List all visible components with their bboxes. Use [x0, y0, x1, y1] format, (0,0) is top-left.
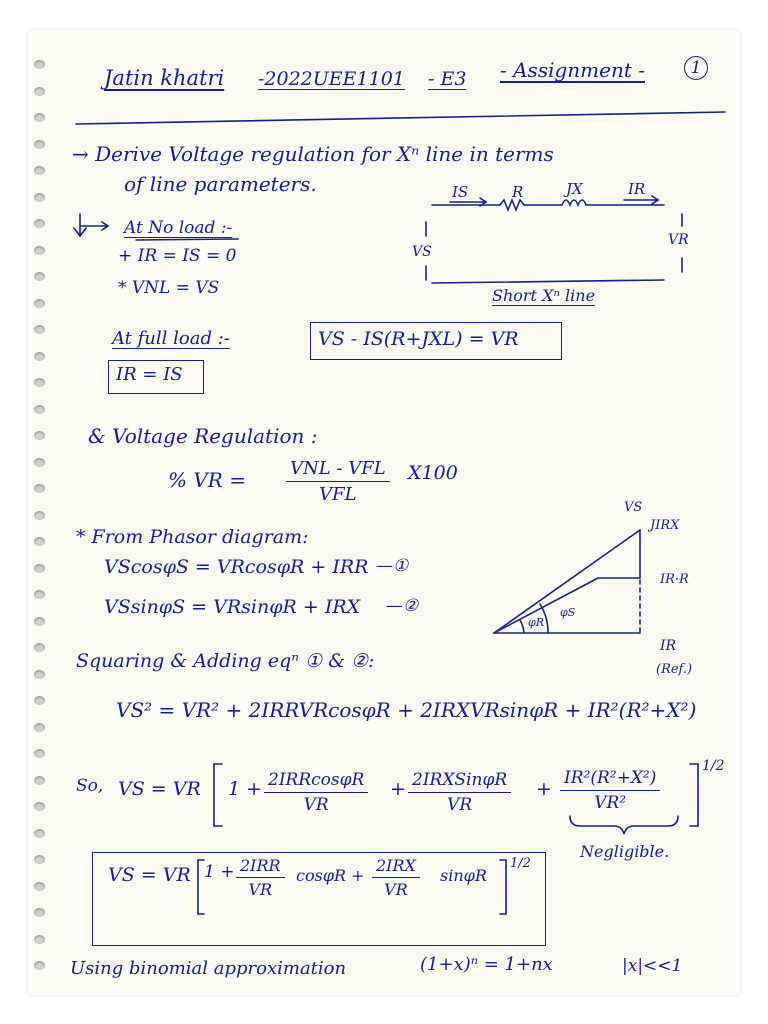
circuit-caption: Short Xⁿ line [492, 286, 596, 305]
final-lhs: VS = VR [108, 864, 191, 886]
binomial-condition: |x|<<1 [622, 956, 683, 976]
phasor-vr-vector [494, 578, 598, 633]
no-load-eq2: * VNL = VS [118, 278, 220, 298]
full-load-heading: At full load :- [112, 328, 230, 349]
final-cos: cosφR + [296, 866, 365, 885]
so-left-bracket [214, 764, 222, 826]
so-den-1: VR [303, 795, 329, 815]
squaring-heading: Squaring & Adding eqⁿ ① & ②: [76, 650, 375, 672]
binomial-formula: (1+x)ⁿ = 1+nx [420, 954, 553, 975]
final-den-1: VR [248, 880, 273, 899]
circuit-is-label: IS [452, 183, 469, 201]
diagram-ir-label: IR [660, 638, 677, 654]
binomial-text: Using binomial approximation [70, 958, 347, 979]
diagram-jirx-label: JIRX [650, 518, 680, 533]
question-line-1: → Derive Voltage regulation for Xⁿ line in terms [72, 142, 554, 166]
circuit-vs-label: VS [412, 244, 432, 260]
so-num-1: 2IRRcosφR [264, 770, 368, 793]
negligible-brace [570, 816, 678, 834]
phasor-eq2-number: —② [386, 596, 419, 616]
diagram-phir-label: φR [528, 616, 544, 629]
so-power: 1/2 [702, 758, 725, 774]
section-label: - E3 [428, 68, 467, 90]
boxed-equation-vr-text: VS - IS(R+JXL) = VR [318, 328, 519, 350]
diagram-phis-label: φS [560, 606, 576, 619]
so-den-2: VR [447, 795, 473, 815]
circuit-r-label: R [512, 183, 524, 201]
diagram-ref-label: (Ref.) [656, 662, 693, 677]
final-right-bracket [500, 860, 506, 914]
final-den-2: VR [384, 880, 408, 899]
final-power: 1/2 [510, 856, 531, 871]
phasor-eq1: VScosφS = VRcosφR + IRR [104, 556, 369, 578]
circuit-vr-label: VR [668, 232, 689, 248]
circuit-ir-label: IR [628, 180, 646, 198]
circuit-jx-label: JX [566, 180, 583, 198]
no-load-heading: At No load :- [124, 218, 233, 238]
phir-arc [520, 620, 524, 633]
final-sin: sinφR [440, 866, 487, 885]
regulation-lhs: % VR = [168, 468, 246, 492]
student-name: Jatin khatri [104, 66, 225, 90]
diagram-irr-label: IR·R [660, 572, 689, 587]
assignment-number: 1 [684, 56, 708, 80]
assignment-label: - Assignment - [500, 58, 645, 82]
final-num-2: 2IRX [372, 856, 420, 878]
separator-line [76, 112, 725, 124]
negligible-label: Negligible. [580, 842, 670, 861]
regulation-numerator: VNL - VFL [286, 458, 390, 482]
regulation-times: X100 [408, 462, 458, 484]
so-lhs: VS = VR [118, 778, 201, 800]
so-den-3: VR² [594, 793, 627, 813]
so-num-2: 2IRXSinφR [408, 770, 511, 793]
boxed-equation-ir-text: IR = IS [116, 364, 183, 385]
phasor-heading: * From Phasor diagram: [76, 526, 309, 548]
no-load-eq1: + IR = IS = 0 [118, 246, 237, 266]
regulation-heading: & Voltage Regulation : [88, 424, 318, 448]
question-line-2: of line parameters. [124, 172, 317, 196]
circuit-bottom-wire [432, 280, 664, 283]
final-left-bracket [198, 860, 204, 914]
final-term1: 1 + [204, 862, 235, 882]
so-plus-1: + [390, 778, 406, 800]
so-num-3: IR²(R²+X²) [560, 768, 660, 791]
so-plus-2: + [536, 778, 552, 800]
regulation-denominator: VFL [319, 484, 357, 505]
squaring-equation: VS² = VR² + 2IRRVRcosφR + 2IRXVRsinφR + IR²(R²+X²) [116, 698, 697, 722]
phasor-eq1-number: —① [376, 556, 409, 576]
phasor-eq2: VSsinφS = VRsinφR + IRX [104, 596, 361, 618]
no-load-underline [136, 239, 238, 240]
down-arrow-icon [74, 214, 108, 236]
roll-number: -2022UEE1101 [258, 68, 405, 90]
resistor-icon [500, 200, 524, 210]
diagram-vs-label: VS [624, 500, 643, 515]
phasor-vs-vector [494, 530, 640, 633]
inductor-icon [562, 200, 586, 205]
so-right-bracket [690, 764, 698, 826]
ir-arrow-icon [624, 196, 658, 204]
so-term1: 1 + [228, 778, 263, 800]
final-num-1: 2IRR [236, 856, 285, 878]
so-prefix: So, [76, 776, 104, 796]
